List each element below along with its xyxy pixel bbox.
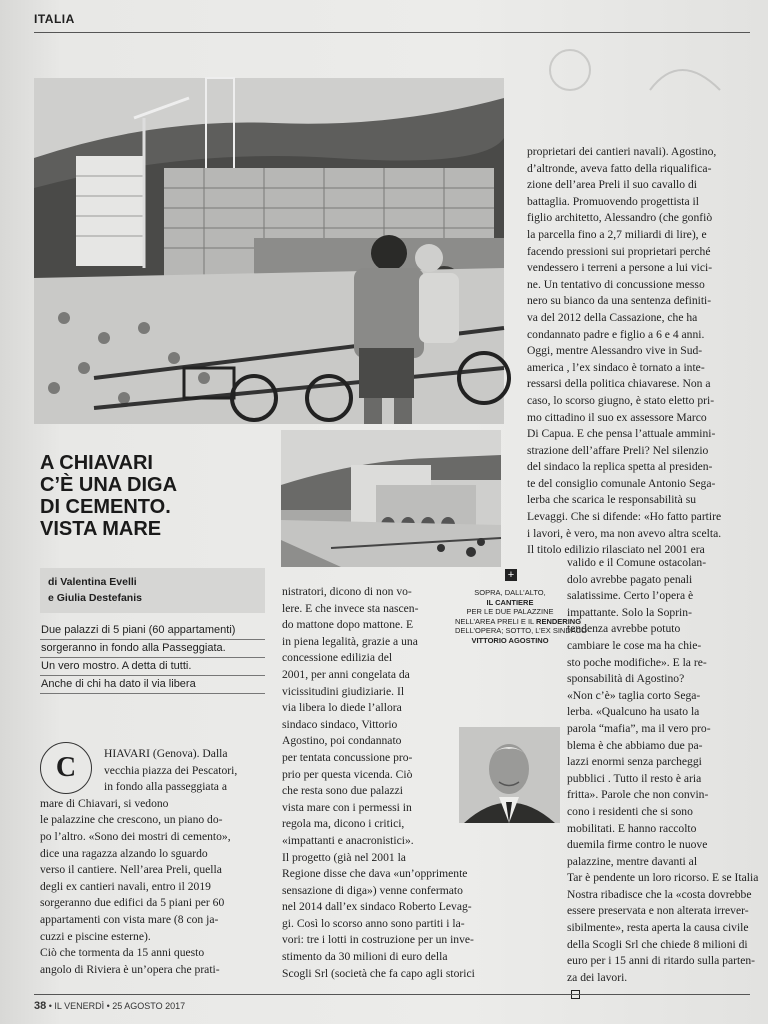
photo-caption: SOPRA, DALL’ALTO, IL CANTIERE PER LE DUE PALAZZINE NELL’AREA PRELI E IL RENDERING DELL’OPERA; SOTTO, L’EX SINDACO VITTORIO AGOSTINO [455, 588, 587, 645]
show-through-drawing [530, 40, 750, 100]
headline: A CHIAVARI C’È UNA DIGA DI CEMENTO. VISTA MARE [40, 452, 178, 540]
column-4: valido e il Comune ostacolan- dolo avrebbe pagato penali salatissime. Certo l’opera è impattante. Solo la Soprin- tendenza avrebbe potuto cambiare le cose ma ha chie- sto poche modifiche». E la re- sponsabilità di Agostino? «Non c’è» taglia corto Sega- lerba. «Qualcuno ha usato la parola “mafia”, ma il vero pro- blema è che abbiamo due pa- lazzi enormi senza parcheggi pubblici . Tutto il resto è aria fritta». Parole che non convin- cono i residenti che si sono mobilitati. E hanno raccolto duemila firme contro le nuove palazzine, mentre davanti al Tar è pendente un loro ricorso. E se Italia Nostra ribadisce che la «costa dovrebbe essere preservata e non alterata irrever- sibilmente», resta aperta la causa civile della Scogli Srl che chiede 8 milioni di euro per i 15 anni di ritardo sulla parten- za dei lavori. [567, 555, 751, 1003]
rendering-photo [281, 430, 501, 567]
main-photo-construction-site [34, 78, 504, 424]
drop-cap: C [40, 742, 92, 794]
column-2: nistratori, dicono di non vo- lere. E che invece sta nascen- do mattone dopo mattone. E in piena legalità, grazie a una concessione edilizia del 2001, per anni congelata da vicissitudini giudiziarie. Il via libera lo diede l’allora sindaco sindaco, Vittorio Agostino, poi condannato per tentata concussione pro- prio per questa vicenda. Ciò che resta sono due palazzi vista mare con i permessi in regola ma, dicono i critici, «impattanti e anacronistici». Il progetto (già nel 2001 la Regione disse che dava «un’opprimente sensazione di diga») venne confermato nel 2014 dall’ex sindaco Roberto Levag- gi. Così lo scorso anno sono partiti i la- vori: tre i lotti in costruzione per un inve- stimento da 30 milioni di euro della Scogli Srl (società che fa capo agli storici [282, 585, 475, 980]
byline: di Valentina Evelli e Giulia Destefanis [40, 568, 265, 613]
folio: 38 • IL VENERDÌ • 25 AGOSTO 2017 [34, 1000, 186, 1012]
section-label: ITALIA [34, 12, 75, 26]
standfirst: Due palazzi di 5 piani (60 appartamenti) sorgeranno in fondo alla Passeggiata. Un vero mostro. A detta di tutti. Anche di chi ha dato il via libera [40, 622, 265, 694]
plus-icon: + [505, 569, 517, 581]
top-rule [34, 32, 750, 33]
column-1: HIAVARI (Genova). Dalla vecchia piazza dei Pescatori, in fondo alla passeggiata a mare di Chiavari, si vedono le palazzine che crescono, un piano do- po l’altro. «Sono dei mostri di cemento», dice una ragazza alzando lo sguardo verso il cantiere. Nell’area Preli, quella degli ex cantieri navali, entro il 2019 sorgeranno due edifici da 5 piani per 60 appartamenti con vista mare (8 con ja- cuzzi e piscine esterne). Ciò che tormenta da 15 anni questo angolo di Riviera è un’opera che prati- [40, 747, 238, 976]
column-3: proprietari dei cantieri navali). Agostino, d’altronde, aveva fatto della riqualifica- zione dell’area Preli il suo cavallo di battaglia. Promuovendo progettista il figlio architetto, Alessandro (che gonfiò la parcella fino a 2,7 miliardi di lire), e facendo pressioni sui proprietari perché vendessero i terreni a persone a lui vici- ne. Un tentativo di concussione messo nero su bianco da una sentenza definiti- va del 2012 della Cassazione, che ha condannato padre e figlio a 6 e 4 anni. Oggi, mentre Alessandro vive in Sud- america , l’ex sindaco è tornato a inte- ressarsi della politica chiavarese. Non a caso, lo scorso giugno, è stato eletto pri- mo cittadino il suo ex assessore Marco Di Capua. E che pensa l’attuale ammini- strazione dell’affare Preli? Nel silenzio del sindaco la replica spetta al presiden- te del consiglio comunale Antonio Sega- lerba che scarica le responsabilità su Levaggi. Che si difende: «Ho fatto partire i lavori, è vero, ma non avevo altra scelta. Il titolo edilizio rilasciato nel 2001 era [527, 145, 722, 557]
portrait-photo [459, 727, 560, 823]
footer-rule [34, 994, 750, 995]
